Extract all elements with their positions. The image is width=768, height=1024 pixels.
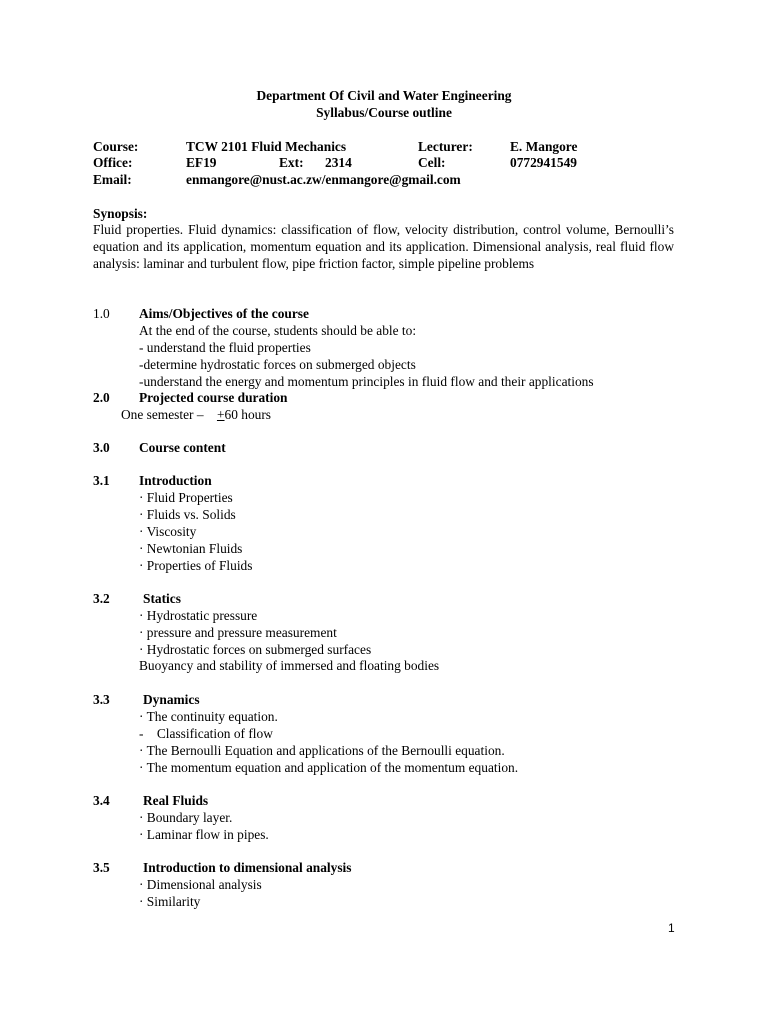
ext-label: Ext: [279,155,304,170]
section-item: · Viscosity [139,524,197,539]
section-item: · Laminar flow in pipes. [139,827,269,842]
section-item: · The Bernoulli Equation and applications of the Bernoulli equation. [139,743,505,758]
section-item: · Similarity [139,894,201,909]
page-number: 1 [668,921,675,935]
department-title: Department Of Civil and Water Engineering [256,88,512,103]
section-number: 3.5 [93,860,110,875]
section-item: · Dimensional analysis [139,877,262,892]
section-number: 3.3 [93,692,110,707]
aims-number: 1.0 [93,306,110,321]
section-number: 3.4 [93,793,110,808]
section-item: Buoyancy and stability of immersed and floating bodies [139,658,440,673]
synopsis-text: Fluid properties. Fluid dynamics: classification of flow, velocity distribution, control volume, Bernoulli’s equation and its application, momentum equation and its application. Dimensional analysis, real fluid flow analysis: laminar and turbulent flow, pipe friction factor, simple pipeline problems [93,222,674,271]
duration-heading: Projected course duration [139,390,288,405]
section-item: · Fluid Properties [139,490,233,505]
duration-suffix: 60 hours [224,407,272,422]
section-heading: Introduction to dimensional analysis [143,860,352,875]
section-item: - Classification of flow [139,726,273,741]
section-item: · The momentum equation and application of the momentum equation. [139,760,519,775]
section-number: 3.1 [93,473,110,488]
course-value: TCW 2101 Fluid Mechanics [186,139,347,154]
section-number: 3.2 [93,591,110,606]
email-label: Email: [93,172,132,187]
ext-value: 2314 [325,155,352,170]
duration-prefix: One semester – [121,407,204,422]
aims-heading: Aims/Objectives of the course [139,306,309,321]
aims-item: - understand the fluid properties [139,340,311,355]
content-number: 3.0 [93,440,110,455]
duration-text [121,407,271,424]
cell-value: 0772941549 [510,155,577,170]
aims-item: -determine hydrostatic forces on submerged objects [139,357,416,372]
section-heading: Dynamics [143,692,200,707]
synopsis-heading: Synopsis: [93,206,148,221]
lecturer-value: E. Mangore [510,139,578,154]
section-item: · Properties of Fluids [139,558,253,573]
section-item: · Newtonian Fluids [139,541,243,556]
section-item: · pressure and pressure measurement [139,625,337,640]
lecturer-label: Lecturer: [418,139,473,154]
aims-intro: At the end of the course, students should be able to: [139,323,417,338]
section-item: · Hydrostatic pressure [139,608,258,623]
cell-label: Cell: [418,155,446,170]
office-label: Office: [93,155,133,170]
section-heading: Introduction [139,473,212,488]
duration-number: 2.0 [93,390,110,405]
section-item: · Fluids vs. Solids [139,507,236,522]
section-heading: Statics [143,591,181,606]
section-item: · Boundary layer. [139,810,233,825]
section-item: · Hydrostatic forces on submerged surfaces [139,642,372,657]
plus-minus-symbol: + [216,407,225,422]
section-heading: Real Fluids [143,793,209,808]
document-subtitle: Syllabus/Course outline [316,105,452,120]
aims-item: -understand the energy and momentum principles in fluid flow and their applications [139,374,594,389]
course-label: Course: [93,139,139,154]
email-value: enmangore@nust.ac.zw/enmangore@gmail.com [186,172,461,187]
content-heading: Course content [139,440,226,455]
office-value: EF19 [186,155,217,170]
section-item: · The continuity equation. [139,709,278,724]
